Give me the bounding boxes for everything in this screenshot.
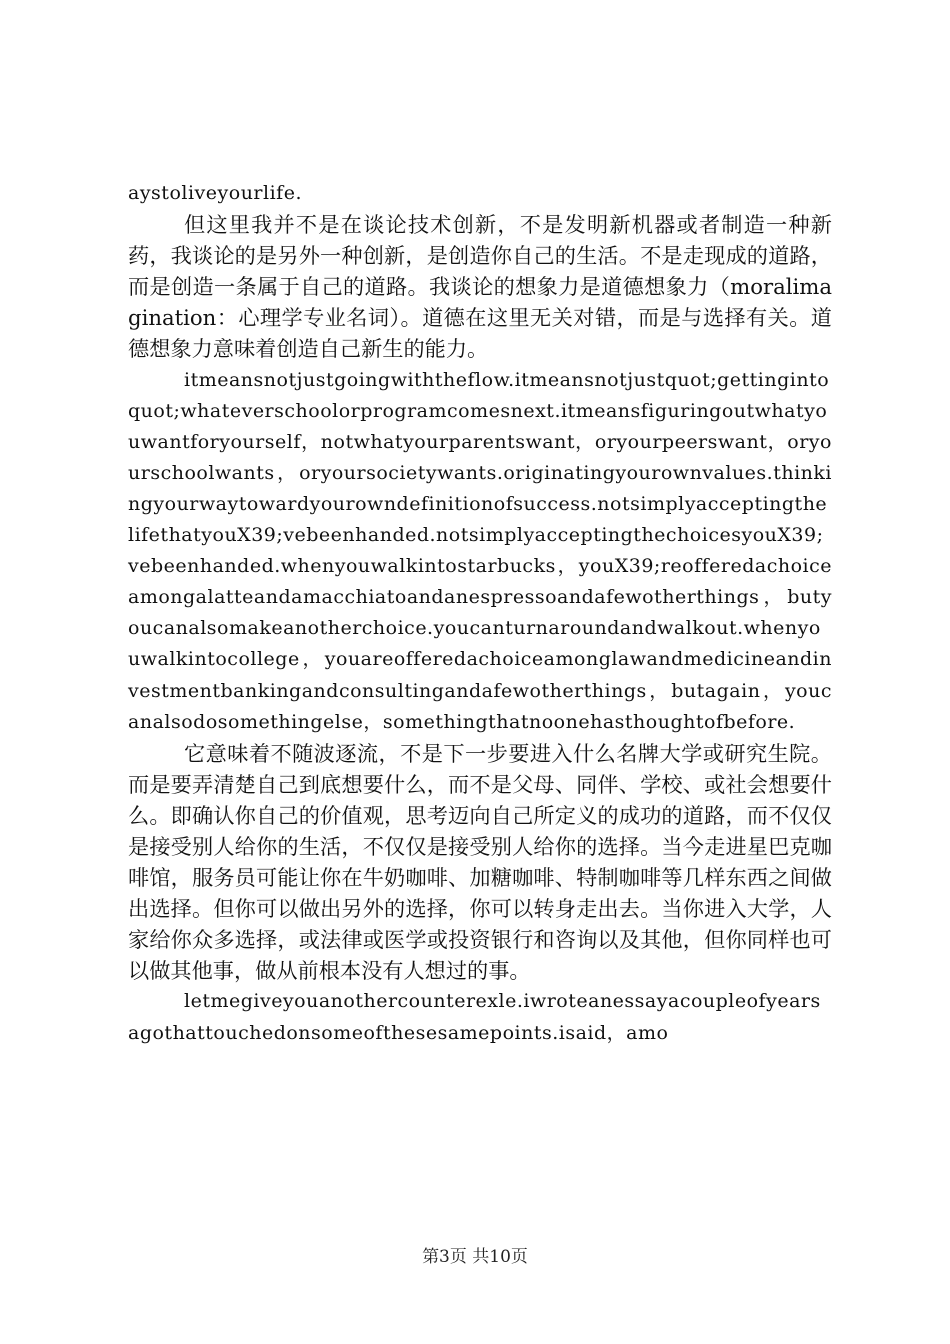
- page-footer: 第3页 共10页: [422, 1247, 528, 1267]
- paragraph-english-1: itmeansnotjustgoingwiththeflow.itmeansnotjustquot;gettingintoquot;whateverschoolorprogramcomesnext.itmeansfiguringoutwhatyouwantforyourself，notwhatyourparentswant，oryourpeerswant，oryourschoolwants，oryoursocietywants.originatingyourownvalues.thinkingyourwaytowardyourowndefinitionofsuccess.notsimplyacceptingthelifethatyouX39;vebeenhanded.notsimplyacceptingthechoicesyouX39;vebeenhanded.whenyouwalkintostarbucks，youX39;reofferedachoiceamongalatteandamacchiatoandanespressoandafewotherthings，butyoucanalsomakeanotherchoice.youcanturnaroundandwalkout.whenyouwalkintocollege，youareofferedachoiceamonglawandmedicineandinvestmentbankingandconsultingandafewotherthings，butagain，youcanalsodosomethingelse，somethingthatnoonehasthoughtofbefore.: [128, 368, 832, 733]
- paragraph-chinese-2: 它意味着不随波逐流，不是下一步要进入什么名牌大学或研究生院。而是要弄清楚自己到底想要什么，而不是父母、同伴、学校、或社会想要什么。即确认你自己的价值观，思考迈向自己所定义的成功的道路，而不仅仅是接受别人给你的生活，不仅仅是接受别人给你的选择。当今走进星巴克咖啡馆，服务员可能让你在牛奶咖啡、加糖咖啡、特制咖啡等几样东西之间做出选择。但你可以做出另外的选择，你可以转身走出去。当你进入大学，人家给你众多选择，或法律或医学或投资银行和咨询以及其他，但你同样也可以做其他事，做从前根本没有人想过的事。: [128, 740, 832, 984]
- paragraph-english-2: letmegiveyouanothercounterexle.iwroteanessayacoupleofyearsagothattouchedonsomeofthesesamepoints.isaid，amo: [128, 990, 821, 1044]
- paragraph-chinese-1: 但这里我并不是在谈论技术创新，不是发明新机器或者制造一种新药，我谈论的是另外一种创新，是创造你自己的生活。不是走现成的道路，而是创造一条属于自己的道路。我谈论的想象力是道德想象力（moralimagination：心理学专业名词）。道德在这里无关对错，而是与选择有关。道德想象力意味着创造自己新生的能力。: [128, 212, 832, 362]
- paragraph-continuation: aystoliveyourlife.: [128, 182, 302, 204]
- document-body: [128, 178, 832, 1049]
